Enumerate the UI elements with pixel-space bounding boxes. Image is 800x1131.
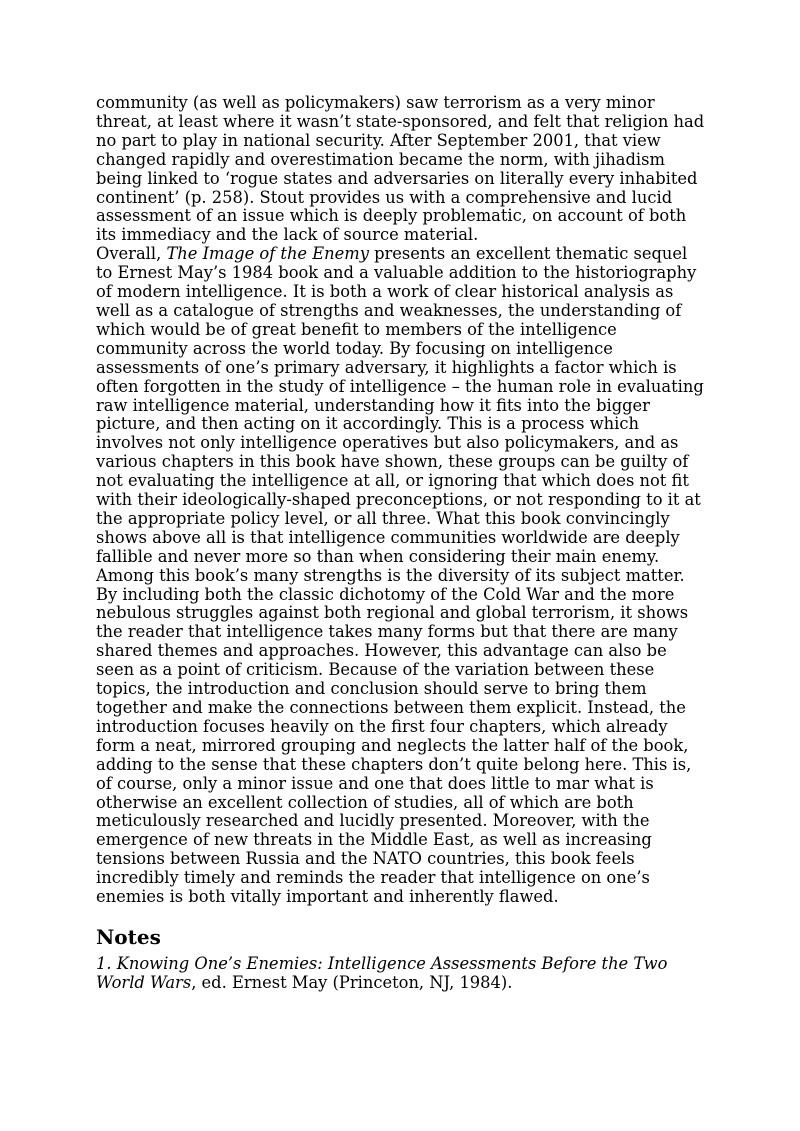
paragraph-overall-review bbox=[96, 245, 706, 566]
paragraph-overall-body: presents an excellent thematic sequel to Ernest May’s 1984 book and a valuable addition to the historiography of modern intelligence. It is both a work of clear historical analysis as well as a catalogue of strengths and weaknesses, the understanding of which would be of great benefit to members of the intelligence community across the world today. By focusing on intelligence assessments of one’s primary adversary, it highlights a factor which is often forgotten in the study of intelligence – the human role in evaluating raw intelligence material, understanding how it fits into the bigger picture, and then acting on it accordingly. This is a process which involves not only intelligence operatives but also policymakers, and as various chapters in this book have shown, these groups can be guilty of not evaluating the intelligence at all, or ignoring that which does not fit with their ideologically-shaped preconceptions, or not responding to it at the appropriate policy level, or all three. What this book convincingly shows above all is that intelligence communities worldwide are deeply fallible and never more so than when considering their main enemy. bbox=[96, 244, 704, 566]
paragraph-strengths-criticism: Among this book’s many strengths is the diversity of its subject matter. By including both the classic dichotomy of the Cold War and the more nebulous struggles against both regional and global terrorism, it shows the reader that intelligence takes many forms but that there are many shared themes and approaches. However, this advantage can also be seen as a point of criticism. Because of the variation between these topics, the introduction and conclusion should serve to bring them together and make the connections between them explicit. Instead, the introduction focuses heavily on the first four chapters, which already form a neat, mirrored grouping and neglects the latter half of the book, adding to the sense that these chapters don’t quite belong here. This is, of course, only a minor issue and one that does little to mar what is otherwise an excellent collection of studies, all of which are both meticulously researched and lucidly presented. Moreover, with the emergence of new threats in the Middle East, as well as increasing tensions between Russia and the NATO countries, this book feels incredibly timely and reminds the reader that intelligence on one’s enemies is both vitally important and inherently flawed. bbox=[96, 565, 692, 907]
book-title: The Image of the Enemy bbox=[166, 244, 369, 264]
footnote-1-title: 1. Knowing One’s Enemies: Intelligence Assessments Before the Two World Wars bbox=[96, 953, 668, 992]
paragraph-overall-intro: Overall, bbox=[96, 244, 167, 264]
document-page bbox=[96, 94, 706, 993]
paragraph-terrorism-assessment: community (as well as policymakers) saw terrorism as a very minor threat, at least where it wasn’t state-sponsored, and felt that religion had no part to play in national security. After September 2001, that view changed rapidly and overestimation became the norm, with jihadism being linked to ‘rogue states and adversaries on literally every inhabited continent’ (p. 258). Stout provides us with a comprehensive and lucid assessment of an issue which is deeply problematic, on account of both its immediacy and the lack of source material. bbox=[96, 93, 705, 245]
footnote-1-citation: , ed. Ernest May (Princeton, NJ, 1984). bbox=[191, 972, 513, 992]
footnote-1 bbox=[96, 955, 706, 993]
notes-heading: Notes bbox=[96, 924, 161, 949]
